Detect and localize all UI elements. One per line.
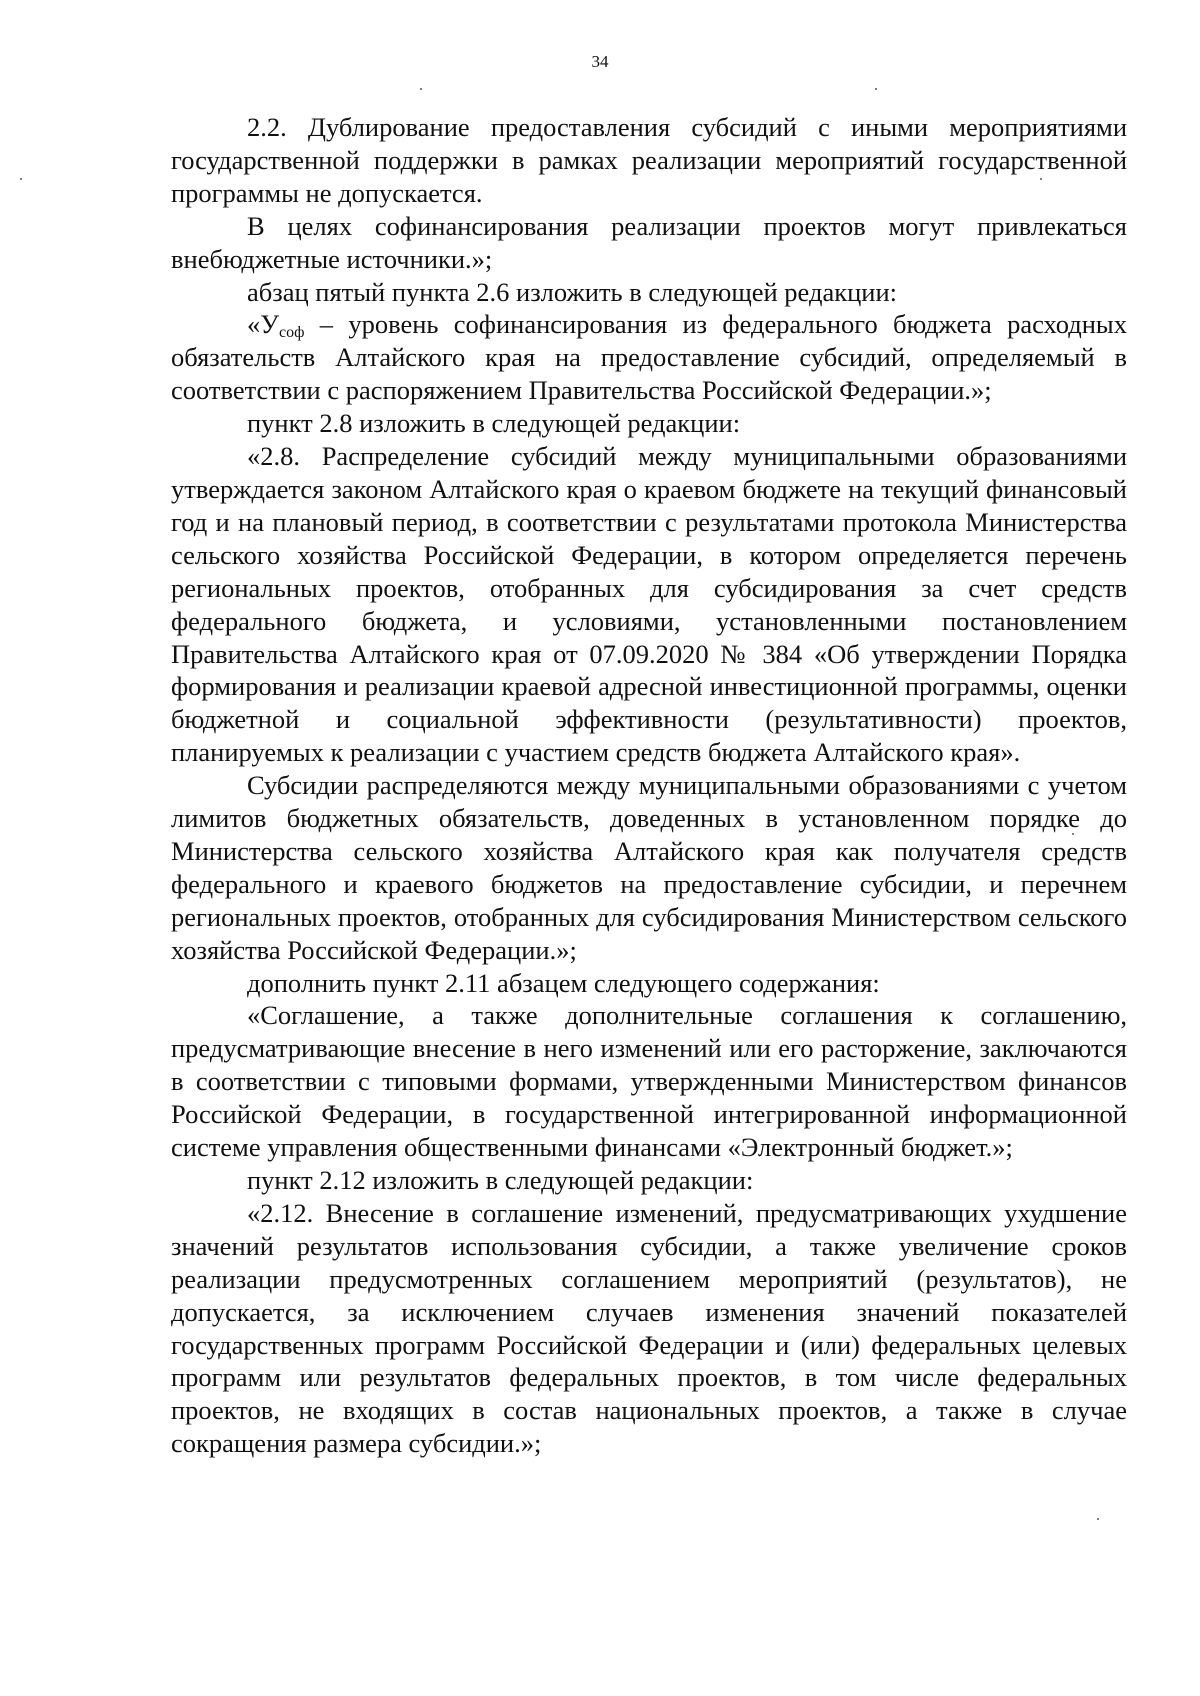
page-number: 34 [591, 52, 609, 71]
scan-speck [420, 88, 422, 90]
document-body [171, 111, 1127, 1460]
paragraph-subsidy-distribution: Субсидии распределяются между муниципальными образованиями с учетом лимитов бюджетных обязательств, доведенных в установленном порядке до Министерства сельского хозяйства Алтайского края как получателя средств федерального и краевого бюджетов на предоставление субсидии, и перечнем региональных проектов, отобранных для субсидирования Министерством сельского хозяйства Российской Федерации.»; [171, 770, 1127, 965]
scan-speck [1040, 178, 1042, 180]
formula-definition-paragraph [171, 308, 1127, 407]
amendment-2-11-intro: дополнить пункт 2.11 абзацем следующего содержания: [247, 967, 880, 998]
amendment-2-12-intro: пункт 2.12 изложить в следующей редакции: [247, 1165, 754, 1195]
formula-symbol: У [260, 309, 280, 340]
scan-speck [20, 178, 22, 180]
amendment-2-6-intro: абзац пятый пункта 2.6 изложить в следующей редакции: [247, 276, 898, 307]
paragraph-cofinancing: В целях софинансирования реализации проектов могут привлекаться внебюджетные источники.»; [171, 210, 1127, 274]
formula-subscript: соф [279, 324, 305, 342]
scan-speck [1097, 1518, 1099, 1520]
formula-open-quote: « [247, 309, 261, 340]
paragraph-agreement: «Соглашение, а также дополнительные соглашения к соглашению, предусматривающие внесение в него изменений или его расторжение, заключаются в соответствии с типовыми формами, утвержденными Министерством финансов Российской Федерации, в государственной интегрированной информационной системе управления общественными финансами «Электронный бюджет.»; [171, 1000, 1127, 1163]
paragraph-2-2: 2.2. Дублирование предоставления субсидий с иными мероприятиями государственной поддержки в рамках реализации мероприятий государственной программы не допускается. [171, 112, 1127, 208]
scan-speck [875, 88, 877, 90]
formula-definition-text: – уровень софинансирования из федерального бюджета расходных обязательств Алтайского края на предоставление субсидий, определяемый в соответствии с распоряжением Правительства Российской Федерации.»; [171, 309, 1127, 406]
amendment-2-8-intro: пункт 2.8 изложить в следующей редакции: [247, 408, 741, 439]
paragraph-2-8: «2.8. Распределение субсидий между муниципальными образованиями утверждается законом Алтайского края о краевом бюджете на текущий финансовый год и на плановый период, в соответствии с результатами протокола Министерства сельского хозяйства Российской Федерации, в котором определяется перечень региональных проектов, отобранных для субсидирования за счет средств федерального бюджета, и условиями, установленными постановлением Правительства Алтайского края от 07.09.2020 № 384 «Об утверждении Порядка формирования и реализации краевой адресной инвестиционной программы, оценки бюджетной и социальной эффективности (результативности) проектов, планируемых к реализации с участием средств бюджета Алтайского края». [171, 441, 1127, 768]
paragraph-2-12: «2.12. Внесение в соглашение изменений, предусматривающих ухудшение значений результатов использования субсидии, а также увеличение сроков реализации предусмотренных соглашением мероприятий (результатов), не допускается, за исключением случаев изменения значений показателей государственных программ Российской Федерации и (или) федеральных целевых программ или результатов федеральных проектов, в том числе федеральных проектов, не входящих в состав национальных проектов, а также в случае сокращения размера субсидии.»; [171, 1197, 1127, 1459]
scan-speck [1072, 833, 1074, 835]
